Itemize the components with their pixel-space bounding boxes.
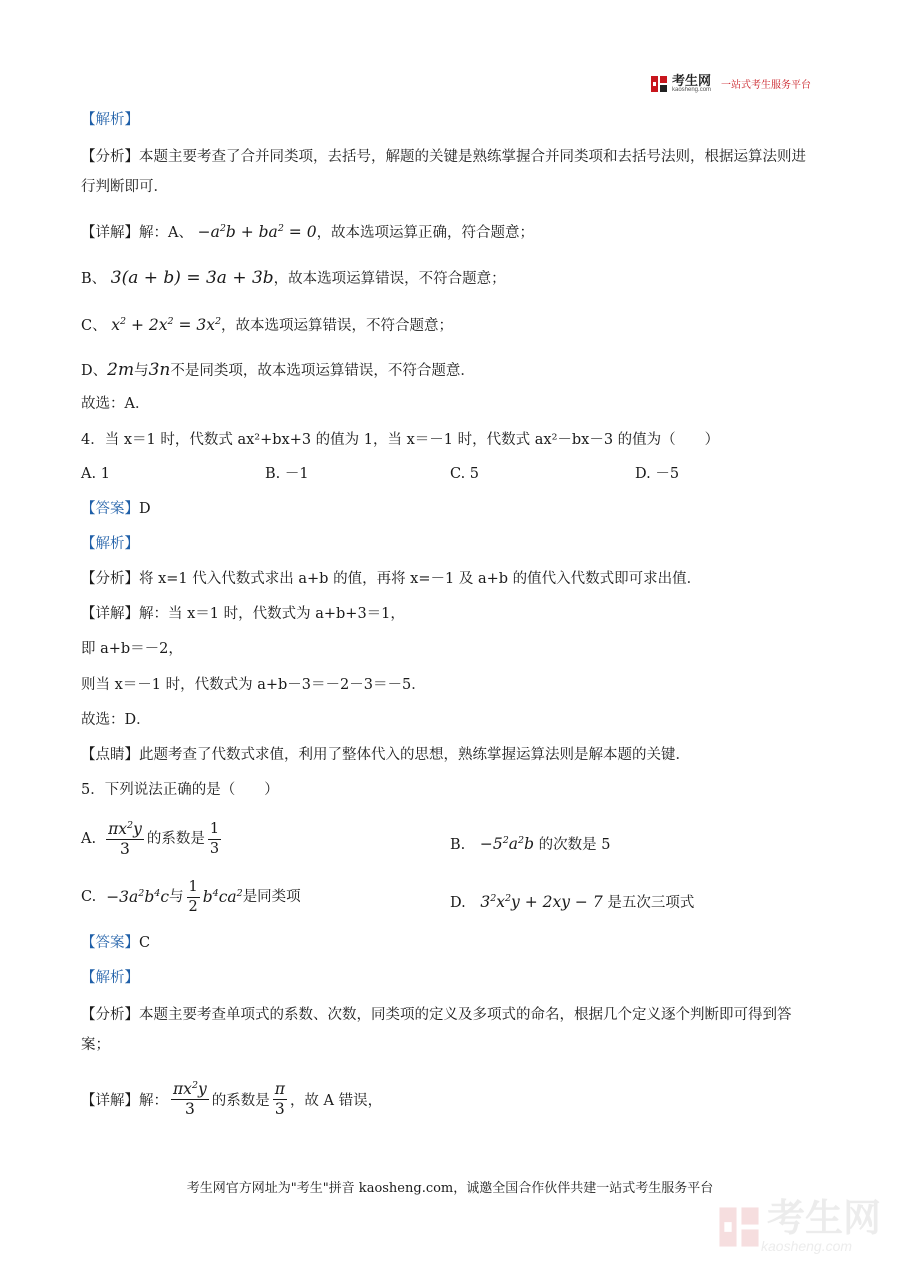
math-expr-5-b: $-5^2a^2b$ [479, 835, 535, 853]
q3-detail-d: D、2m与3n不是同类项，故本选项运算错误，不符合题意． [81, 360, 475, 380]
math-frac-1-over-2: $\frac{1}{2}$ [188, 879, 198, 915]
math-expr-d: $3^2x^2y + 2xy - 7$ [480, 893, 603, 911]
q3-choose: 故选：A． [81, 396, 150, 412]
q3-detail-a: 【详解】解：A、 $-a^2b + ba^2 = 0$，故本选项运算正确，符合题意； [81, 223, 535, 241]
q4-option-b: B. －1 [265, 466, 309, 482]
q4-detail-2: 即 a+b＝－2， [81, 641, 183, 657]
q3-detail-b: B、 3(a + b) = 3a + 3b，故本选项运算错误，不符合题意； [81, 268, 506, 288]
tag-jiexi: 【解析】 [81, 112, 139, 128]
q5-answer-value: C [139, 935, 151, 951]
q4-answer-value: D [139, 501, 151, 517]
q3-analysis-text: 本题主要考查了合并同类项，去括号，解题的关键是熟练掌握合并同类项和去括号法则，根据运算法则进行判断即可． [81, 149, 806, 195]
q4-detail-3: 则当 x＝－1 时，代数式为 a+b－3＝－2－3＝－5． [81, 677, 426, 693]
math-3n: 3n [148, 360, 171, 380]
q4-analysis: 【分析】将 x=1 代入代数式求出 a+b 的值，再将 x=－1 及 a+b 的值代入代数式即可求出值． [81, 571, 702, 587]
q5-answer: 【答案】C [81, 935, 151, 951]
q4-stem: 4．当 x＝1 时，代数式 ax²+bx+3 的值为 1，当 x＝－1 时，代数式 ax²－bx－3 的值为（ ） [81, 432, 720, 448]
watermark-domain: kaosheng.com [761, 1238, 853, 1254]
logo-domain: kaosheng.com [672, 87, 712, 93]
q4-option-c: C. 5 [450, 466, 480, 482]
watermark-name: 考生网 [767, 1198, 882, 1240]
tag-daan: 【答案】 [81, 501, 139, 517]
tag-xiangjie: 【详解】 [81, 225, 139, 241]
logo-name: 考生网 [672, 73, 712, 88]
math-expr-c-left: $-3a^2b^4c$ [106, 888, 169, 906]
q3-jiexi-label [81, 110, 820, 130]
math-expr-c-right: $b^4ca^2$ [202, 888, 243, 906]
q5-option-a: A. $\frac{\pi x^2y}{3}$ 的系数是 $\frac{1}{3}$ [81, 820, 220, 858]
watermark [717, 1200, 881, 1254]
q4-choose: 故选：D． [81, 712, 151, 728]
kaosheng-watermark-icon [717, 1205, 761, 1249]
tag-dianjing: 【点睛】 [81, 747, 139, 763]
math-2m: 2m [107, 360, 135, 380]
footer-text: 考生网官方网址为"考生"拼音 kaosheng.com，诚邀全国合作伙伴共建一站式考生服务平台 [186, 1181, 714, 1196]
q3-analysis [81, 142, 818, 202]
q5-jiexi-label: 【解析】 [81, 970, 139, 986]
q4-option-a: A. 1 [81, 466, 110, 482]
tag-fenxi: 【分析】 [81, 149, 139, 165]
header-logo [650, 74, 811, 93]
math-expr-c: $x^2 + 2x^2 = 3x^2$ [111, 316, 222, 334]
q4-jiexi-label: 【解析】 [81, 536, 139, 552]
math-frac-pi-x2y-over-3: $\frac{\pi x^2y}{3}$ [108, 820, 142, 858]
q5-option-c: C. $-3a^2b^4c$ 与 $\frac{1}{2}$ $b^4ca^2$ 是同类项 [81, 879, 301, 915]
q5-stem: 5．下列说法正确的是（ ） [81, 782, 279, 798]
q4-point: 【点睛】此题考查了代数式求值，利用了整体代入的思想，熟练掌握运算法则是解本题的关键． [81, 747, 690, 763]
q3-detail-c: C、 $x^2 + 2x^2 = 3x^2$，故本选项运算错误，不符合题意； [81, 316, 454, 334]
q5-detail: 【详解】 解： $\frac{\pi x^2y}{3}$ 的系数是 $\frac{\pi}{3}$ ，故 A 错误， [81, 1080, 383, 1118]
q4-answer [81, 499, 820, 519]
q4-option-d: D. －5 [635, 466, 680, 482]
math-frac-1-over-3: $\frac{1}{3}$ [209, 821, 220, 857]
math-frac-pi-over-3: $\frac{\pi}{3}$ [274, 1080, 285, 1118]
logo-slogan: 一站式考生服务平台 [721, 80, 812, 91]
kaosheng-logo-icon [650, 75, 668, 93]
q5-analysis: 【分析】本题主要考查单项式的系数、次数，同类项的定义及多项式的命名，根据几个定义逐个判断即可得到答案； [81, 1007, 792, 1053]
q5-option-b: B. $-5^2a^2b$ 的次数是 5 [450, 835, 611, 853]
q5-option-d: D. $3^2x^2y + 2xy - 7$ 是五次三项式 [450, 893, 695, 911]
math-frac-detail: $\frac{\pi x^2y}{3}$ [173, 1080, 207, 1118]
math-expr-a: $-a^2b + ba^2 = 0$ [197, 223, 317, 241]
q4-detail-1: 【详解】解：当 x＝1 时，代数式为 a+b+3＝1， [81, 606, 405, 622]
math-expr-b: 3(a + b) = 3a + 3b [110, 268, 274, 288]
